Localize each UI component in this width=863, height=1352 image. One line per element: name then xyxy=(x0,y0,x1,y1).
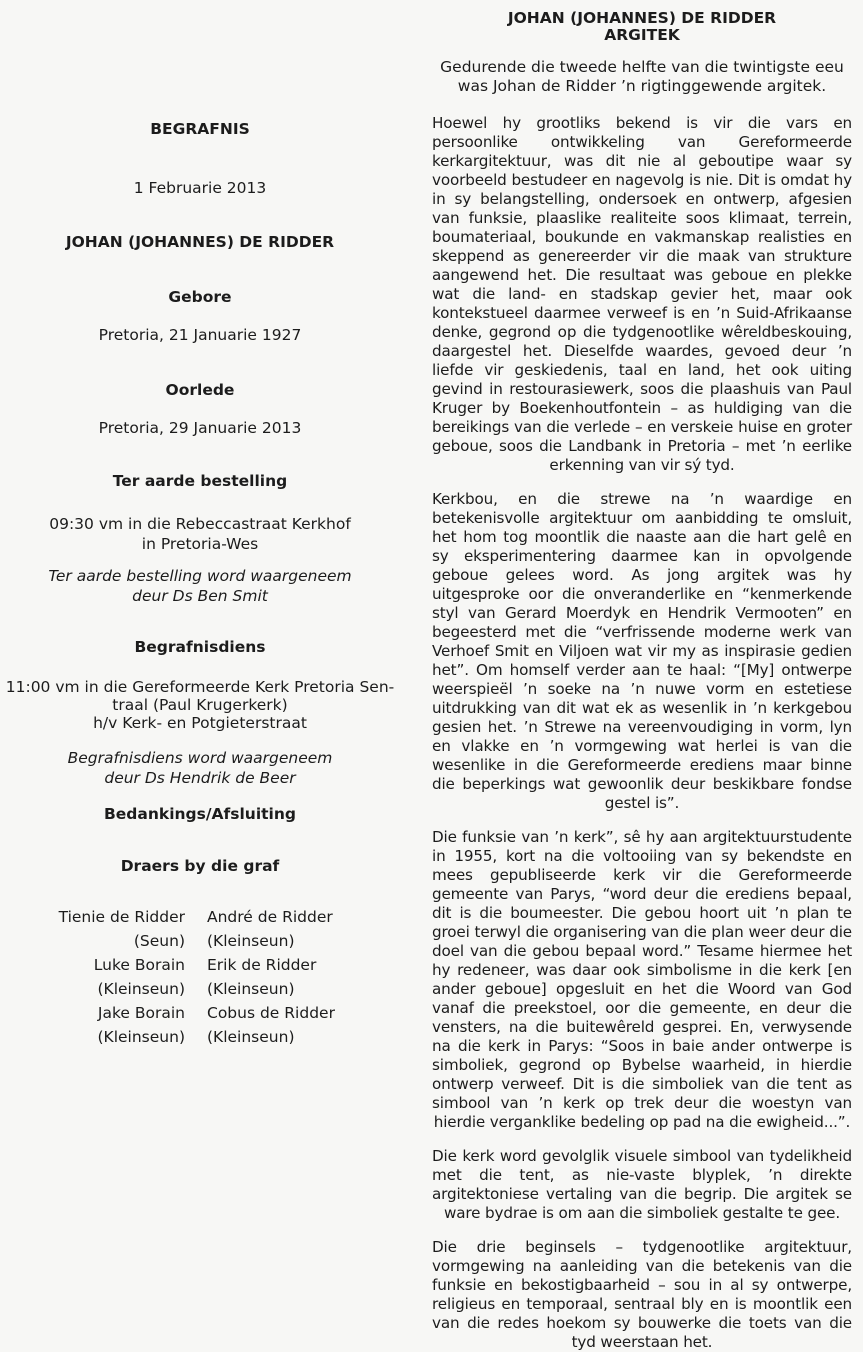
biography-intro: Gedurende die tweede helfte van die twintigste eeu was Johan de Ridder ’n rigtinggewende argitek. xyxy=(440,58,844,95)
service-officiant: deur Ds Hendrik de Beer xyxy=(104,769,296,787)
bearer-name: Jake Borain xyxy=(97,1004,185,1022)
biography-paragraph: Hoewel hy grootliks bekend is vir die vars en persoonlike ontwikkeling van Gereformeerde kerkargitektuur, was dit nie al geboutipe waar sy voorbeeld bestudeer en nagevolg is nie. Dit is omdat hy in sy belangstelling, ondersoek en ontwerp, afgesien van funksie, plaaslike realiteite soos klimaat, terrein, boumateriaal, boukunde en vakmanskap realisties en skeppend as genereerder vir die maak van strukture aangewend het. Die resultaat was geboue en plekke wat die land- en stadskap gevier het, maar ook kontekstueel daarmee verweef is en ’n Suid-Afrikaanse denke, gegrond op die tydgenootlike wêreldbeskouing, daargestel het. Dieselfde waardes, gevoed deur ’n liefde vir geskiedenis, taal en land, het ook uiting gevind in restourasiewerk, soos die plaashuis van Paul Kruger by Boekenhoutfontein – as huldiging van die bereikings van die verlede – en verskeie huise en groter geboue, soos die Landbank in Pretoria – met ’n eerlike erkenning van vir sý tyd. xyxy=(432,114,852,474)
funeral-programme-column xyxy=(0,0,400,1200)
service-address: h/v Kerk- en Potgieterstraat xyxy=(93,714,307,732)
born-heading: Gebore xyxy=(168,288,232,306)
biography-paragraph: Die kerk word gevolglik visuele simbool van tydelikheid met die tent, as nie-vaste blyplek, ’n direkte argitektoniese vertaling van die begrip. Die argitek se ware bydrae is om aan die simboliek gestalte te gee. xyxy=(432,1147,852,1222)
biography-paragraph: Die drie beginsels – tydgenootlike argitektuur, vormgewing na aanleiding van die betekenis van die funksie en bekostigbaarheid – sou in al sy ontwerpe, religieus en temporaal, sentraal bly en is moontlik een van die redes hoekom sy bouwerke die toets van die tyd weerstaan het. xyxy=(432,1238,852,1351)
bearer-name: Luke Borain xyxy=(93,956,185,974)
funeral-heading: BEGRAFNIS xyxy=(150,120,250,138)
died-value: Pretoria, 29 Januarie 2013 xyxy=(98,419,302,437)
bearer-relation: (Kleinseun) xyxy=(97,980,185,998)
burial-time-place: 09:30 vm in die Rebeccastraat Kerkhof xyxy=(49,515,351,533)
burial-heading: Ter aarde bestelling xyxy=(112,472,288,490)
funeral-date: 1 Februarie 2013 xyxy=(133,179,267,197)
service-time-place: 11:00 vm in die Gereformeerde Kerk Pretoria Sen- xyxy=(5,678,395,696)
service-officiant-note: Begrafnisdiens word waargeneem xyxy=(67,749,333,767)
deceased-name: JOHAN (JOHANNES) DE RIDDER xyxy=(65,233,335,251)
biography-column xyxy=(432,0,852,1351)
bearer-name: Erik de Ridder xyxy=(207,956,317,974)
died-heading: Oorlede xyxy=(165,381,235,399)
burial-officiant: deur Ds Ben Smit xyxy=(132,587,268,605)
biography-title-name: JOHAN (JOHANNES) DE RIDDER xyxy=(507,9,777,27)
bearer-relation: (Seun) xyxy=(133,932,185,950)
bearers-heading: Draers by die graf xyxy=(120,857,280,875)
burial-officiant-note: Ter aarde bestelling word waargeneem xyxy=(48,567,352,585)
thanks-heading: Bedankings/Afsluiting xyxy=(103,805,297,823)
bearer-relation: (Kleinseun) xyxy=(207,980,295,998)
bearer-relation: (Kleinseun) xyxy=(207,932,295,950)
service-heading: Begrafnisdiens xyxy=(134,638,266,656)
bearer-relation: (Kleinseun) xyxy=(207,1028,295,1046)
service-church: traal (Paul Krugerkerk) xyxy=(112,696,288,714)
bearer-name: André de Ridder xyxy=(207,908,333,926)
burial-location: in Pretoria-Wes xyxy=(141,535,259,553)
bearer-relation: (Kleinseun) xyxy=(97,1028,185,1046)
biography-title-profession: ARGITEK xyxy=(604,26,680,44)
biography-paragraph: Die funksie van ’n kerk”, sê hy aan argitektuurstudente in 1955, kort na die voltooiing van sy bekendste en mees gepubliseerde kerk vir die Gereformeerde gemeente van Parys, “word deur die erediens bepaal, dit is die boumeester. Die gebou hoort uit ’n plan te groei terwyl die organisering van die plan weer deur die doel van die gebou bepaal word.” Tesame hiermee het hy redeneer, was daar ook simbolisme in die kerk [en ander geboue] opgesluit en het die Woord van God vanaf die preekstoel, oor die gemeente, en deur die vensters, na die buitewêreld gesprei. En, verwysende na die kerk in Parys: “Soos in baie ander ontwerpe is simboliek, gegrond op Bybelse waarheid, in hierdie ontwerp verweef. Dit is die simboliek van die tent as simbool van ’n kerk op trek deur die woestyn van hierdie verganklike bedeling op pad na die ewigheid...”. xyxy=(432,828,852,1131)
bearer-name: Cobus de Ridder xyxy=(207,1004,335,1022)
born-value: Pretoria, 21 Januarie 1927 xyxy=(98,326,302,344)
bearer-name: Tienie de Ridder xyxy=(58,908,185,926)
biography-paragraph: Kerkbou, en die strewe na ’n waardige en betekenisvolle argitektuur om aanbidding te omsluit, het hom tog moontlik die naaste aan die hart gelê en sy eksperimentering daarmee kan in opvolgende geboue gelees word. As jong argitek was hy uitgesproke oor die onveranderlike en “kenmerkende styl van Gerard Moerdyk en Hendrik Vermooten” en begeesterd met die “verfrissende moderne werk van Verhoef Smit en Viljoen wat vir my as inspirasie gedien het”. Om homself verder aan te haal: “[My] ontwerpe weerspieël ’n soeke na ’n nuwe vorm en estetiese uitdrukking van dit wat ek as wesenlik in ’n kerkgebou gesien het. ’n Strewe na vereenvoudiging in vorm, lyn en vlakke en ’n vormgewing wat herlei is van die wesenlike in die Gereformeerde erediens maar binne die beperkings wat gewoonlik deur beskikbare fondse gestel is”. xyxy=(432,490,852,812)
biography-title xyxy=(432,0,852,44)
